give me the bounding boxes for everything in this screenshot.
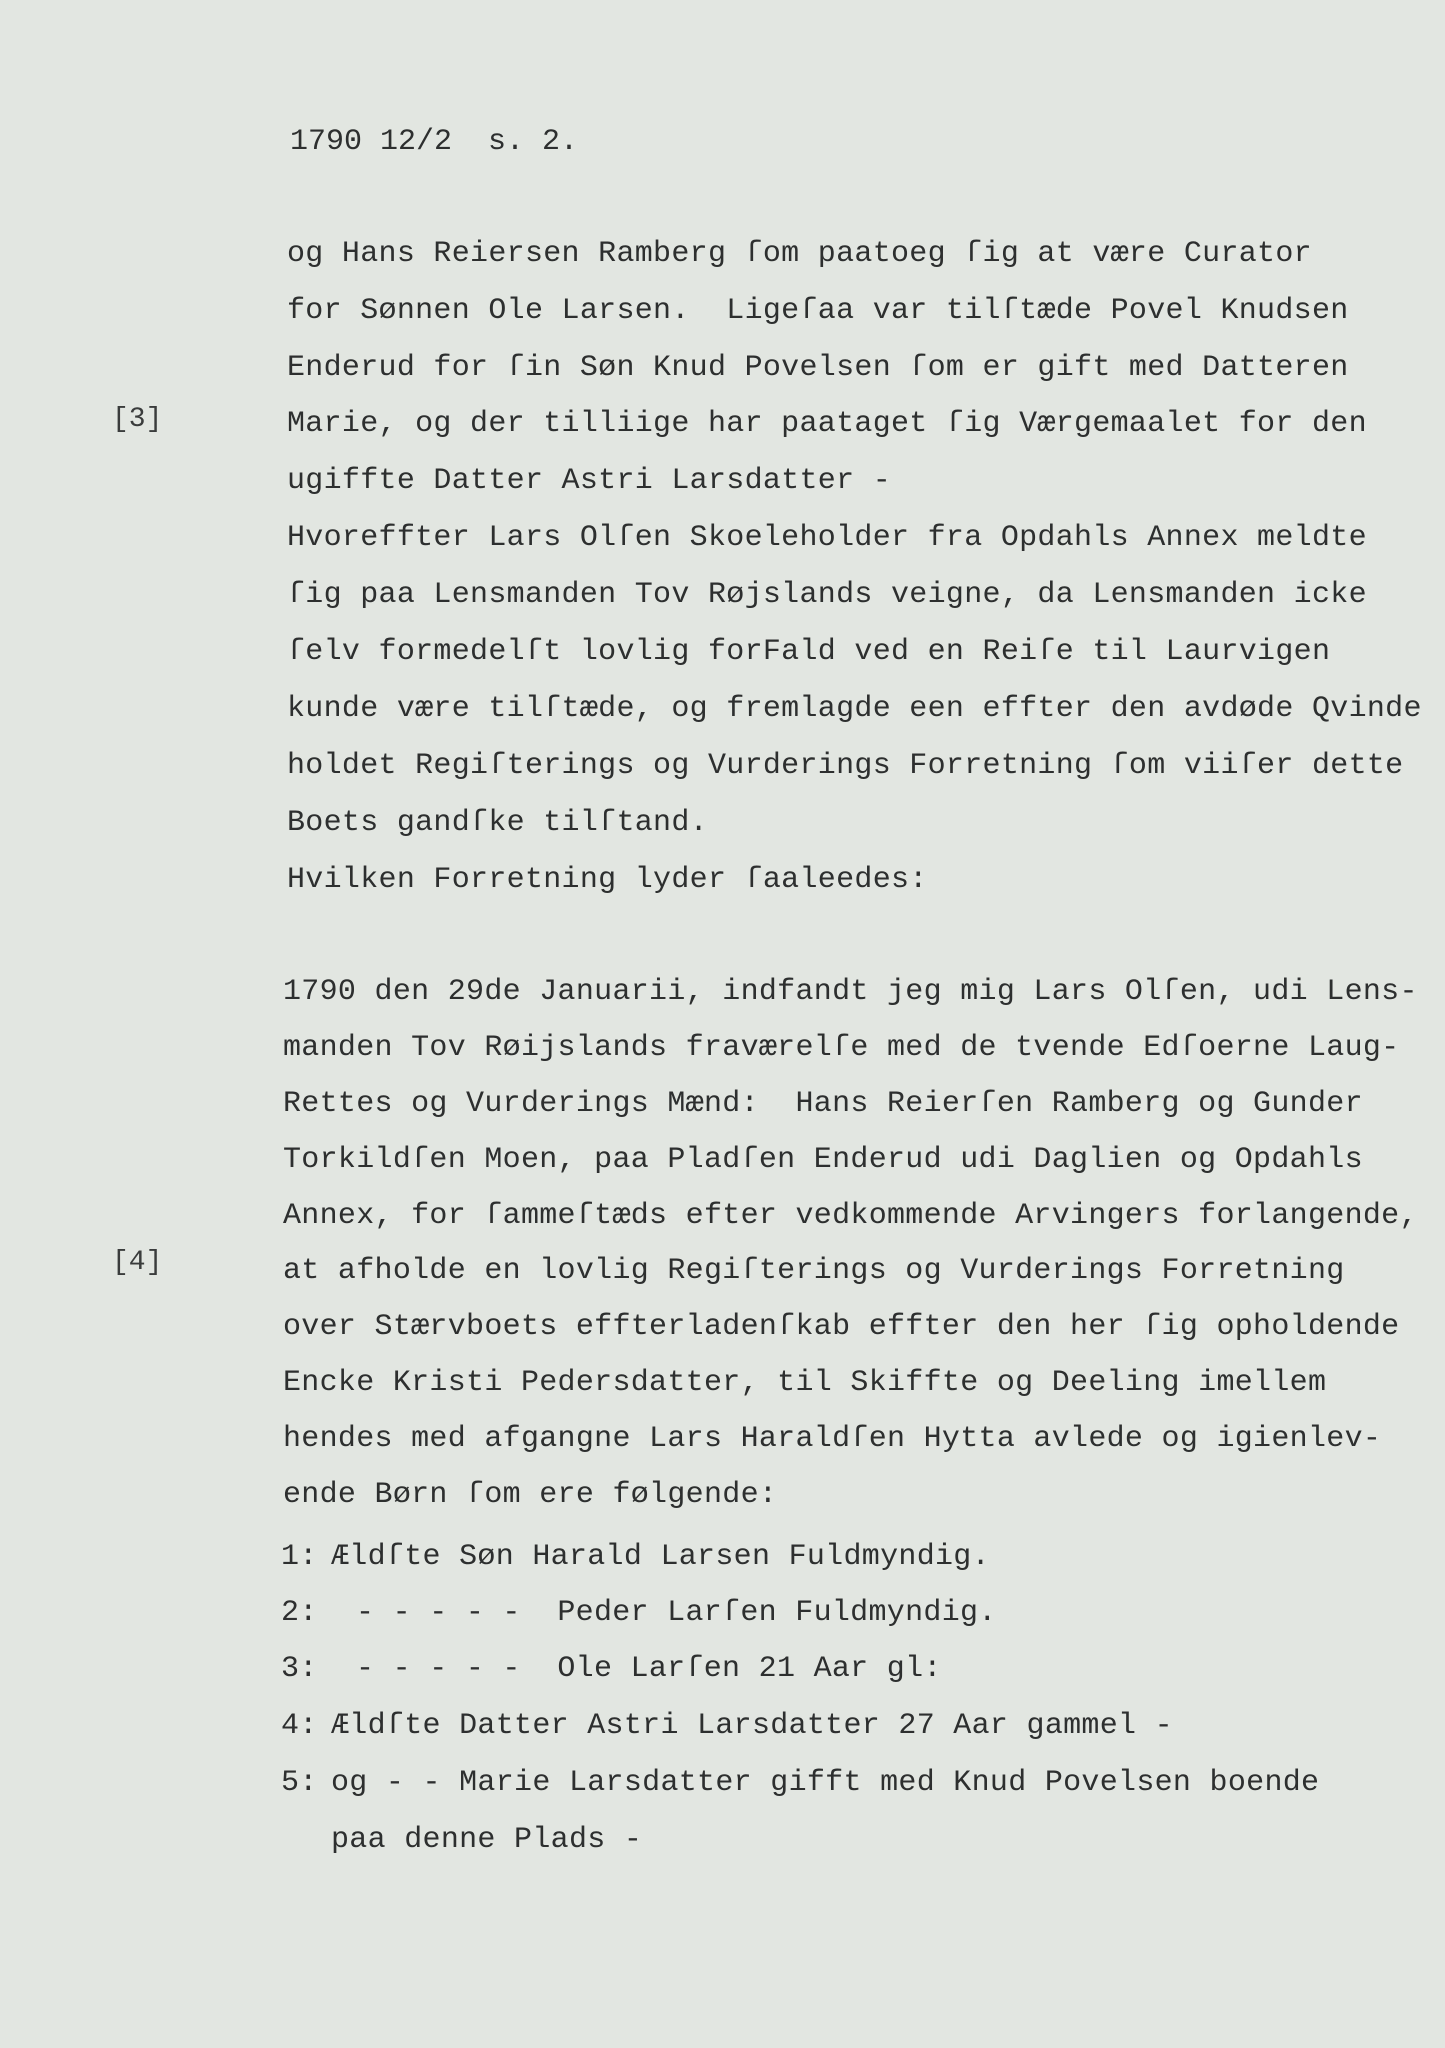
para2-line-1: 1790 den 29de Januarii, indfandt jeg mig Lars Olſen, udi Lens- [283,975,1418,1009]
para2-line-4: Torkildſen Moen, paa Pladſen Enderud udi Daglien og Opdahls [283,1143,1363,1177]
para2-line-7: over Stærvboets effterladenſkab effter den her ſig opholdende [283,1310,1400,1344]
para2-line-3: Rettes og Vurderings Mænd: Hans Reierſen Ramberg og Gunder [283,1087,1363,1121]
para1-line-9: kunde være tilſtæde, og fremlagde een effter den avdøde Qvinde [287,692,1422,726]
heir-number-5: 5: [281,1766,318,1800]
para1-line-7: ſig paa Lensmanden Tov Røjslands veigne, da Lensmanden icke [287,578,1367,612]
heir-number-2: 2: [281,1596,318,1630]
para1-line-4: Marie, og der tilliige har paataget ſig Værgemaalet for den [287,407,1367,441]
heir-text-5: og - - Marie Larsdatter gifft med Knud Povelsen boende [331,1766,1320,1800]
heir-number-1: 1: [281,1540,318,1574]
para2-line-5: Annex, for ſammeſtæds efter vedkommende Arvingers forlangende, [283,1199,1418,1233]
para1-line-10: holdet Regiſterings og Vurderings Forretning ſom viiſer dette [287,749,1404,783]
heir-text-4: Ældſte Datter Astri Larsdatter 27 Aar gammel - [331,1709,1173,1743]
para2-line-8: Encke Kristi Pedersdatter, til Skiffte og Deeling imellem [283,1366,1327,1400]
page-header: 1790 12/2 s. 2. [290,125,579,159]
margin-marker-4: [4] [112,1247,163,1278]
para1-line-11: Boets gandſke tilſtand. [287,806,708,840]
para2-line-2: manden Tov Røijslands fraværelſe med de tvende Edſoerne Laug- [283,1031,1400,1065]
heir-text-1: Ældſte Søn Harald Larsen Fuldmyndig. [331,1540,990,1574]
para2-line-10: ende Børn ſom ere følgende: [283,1478,778,1512]
heir-text-3: - - - - - Ole Larſen 21 Aar gl: [356,1652,942,1686]
para1-line-1: og Hans Reiersen Ramberg ſom paatoeg ſig at være Curator [287,237,1312,271]
heir-number-3: 3: [281,1652,318,1686]
heir-text-2: - - - - - Peder Larſen Fuldmyndig. [356,1596,997,1630]
para1-line-3: Enderud for ſin Søn Knud Povelsen ſom er gift med Datteren [287,351,1349,385]
para1-line-12: Hvilken Forretning lyder ſaaleedes: [287,863,928,897]
para1-line-5: ugiffte Datter Astri Larsdatter - [287,464,891,498]
para1-line-8: ſelv formedelſt lovlig forFald ved en Reiſe til Laurvigen [287,635,1331,669]
para1-line-2: for Sønnen Ole Larsen. Ligeſaa var tilſtæde Povel Knudsen [287,294,1349,328]
para2-line-6: at afholde en lovlig Regiſterings og Vurderings Forretning [283,1254,1345,1288]
final-line: paa denne Plads - [331,1823,643,1857]
margin-marker-3: [3] [112,404,163,435]
para1-line-6: Hvoreffter Lars Olſen Skoeleholder fra Opdahls Annex meldte [287,521,1367,555]
para2-line-9: hendes med afgangne Lars Haraldſen Hytta avlede og igienlev- [283,1422,1382,1456]
heir-number-4: 4: [281,1709,318,1743]
